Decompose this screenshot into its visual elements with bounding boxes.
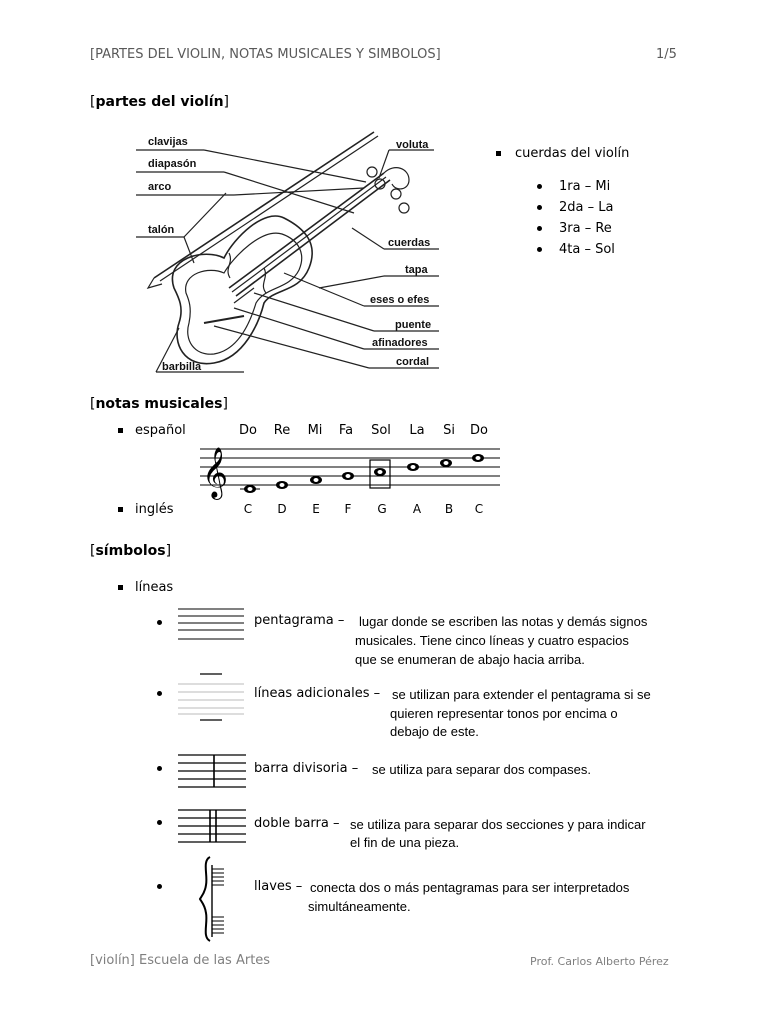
cuerda-3: 3ra – Re (559, 221, 612, 236)
llaves-term: llaves – (254, 879, 303, 894)
llaves-desc-line-2: simultáneamente. (308, 899, 411, 914)
label-afinadores: afinadores (372, 337, 428, 349)
note-letter: B (444, 502, 454, 516)
note-name: Do (239, 423, 257, 438)
pentagrama-icon (178, 606, 244, 642)
note-letter: E (312, 502, 320, 516)
section-heading-notas: [notas musicales] (90, 396, 228, 412)
note-name: Mi (307, 423, 323, 438)
note-letter: C (474, 502, 484, 516)
label-cuerdas: cuerdas (388, 237, 431, 249)
bullet-icon (157, 691, 162, 696)
note-name: La (409, 423, 425, 438)
square-bullet-icon (118, 507, 123, 512)
doble-barra-desc-line-1: se utiliza para separar dos secciones y para indicar (350, 817, 646, 832)
cuerdas-bullet (496, 146, 629, 161)
lineas-adicionales-desc-line-2: quieren representar tonos por encima o (390, 706, 618, 721)
bullet-icon (157, 620, 162, 625)
square-bullet-icon (118, 585, 123, 590)
lineas-adicionales-desc-line-1: se utilizan para extender el pentagrama si se (392, 687, 651, 702)
list-item (537, 239, 615, 260)
bullet-icon (537, 226, 542, 231)
lineas-bullet (118, 580, 173, 595)
square-bullet-icon (496, 151, 501, 156)
label-barbilla: barbilla (162, 361, 202, 373)
note-letter: D (277, 502, 287, 516)
doble-barra-icon (178, 808, 246, 846)
barra-divisoria-desc: se utiliza para separar dos compases. (372, 762, 591, 777)
label-diapason: diapasón (148, 158, 197, 170)
note-name: Fa (338, 423, 354, 438)
lineas-adicionales-icon (178, 668, 244, 724)
label-voluta: voluta (396, 139, 429, 151)
ingles-bullet (118, 502, 174, 517)
note-name: Do (470, 423, 488, 438)
llaves-icon (198, 855, 228, 943)
section-heading-partes: [partes del violín] (90, 94, 230, 110)
footer-school: Escuela de las Artes (139, 953, 271, 968)
footer-bracket: [violín] (90, 953, 135, 968)
espanol-bullet (118, 423, 186, 438)
cuerda-4: 4ta – Sol (559, 242, 615, 257)
cuerda-1: 1ra – Mi (559, 179, 611, 194)
note-letter: C (243, 502, 253, 516)
running-header: [PARTES DEL VIOLIN, NOTAS MUSICALES Y SIMBOLOS] (90, 47, 441, 62)
barra-divisoria-icon (178, 753, 246, 791)
espanol-label: español (135, 423, 186, 438)
lineas-label: líneas (135, 580, 174, 595)
pentagrama-desc-line-1: lugar donde se escriben las notas y demás signos (359, 614, 648, 629)
bullet-icon (157, 884, 162, 889)
pentagrama-desc-line-3: que se enumeran de abajo hacia arriba. (355, 652, 585, 667)
cuerdas-list (537, 176, 615, 260)
label-puente: puente (395, 319, 432, 331)
list-item (537, 176, 615, 197)
section-title: símbolos (95, 543, 166, 559)
label-talon: talón (148, 224, 175, 236)
label-clavijas: clavijas (148, 136, 188, 148)
pentagrama-desc-line-2: musicales. Tiene cinco líneas y cuatro espacios (355, 633, 629, 648)
list-item (537, 218, 615, 239)
list-item (537, 197, 615, 218)
treble-clef-icon: 𝄞 (202, 447, 229, 498)
lineas-adicionales-term: líneas adicionales – (254, 686, 381, 701)
section-title: partes del violín (95, 94, 224, 110)
doble-barra-desc-line-2: el fin de una pieza. (350, 835, 460, 850)
violin-diagram (134, 128, 446, 378)
bullet-icon (537, 247, 542, 252)
note-name: Re (273, 423, 291, 438)
llaves-desc-line-1: conecta dos o más pentagramas para ser interpretados (310, 880, 630, 895)
note-name: Sol (371, 423, 391, 438)
square-bullet-icon (118, 428, 123, 433)
note-name: Si (443, 423, 455, 438)
english-note-names (228, 502, 508, 520)
barra-divisoria-term: barra divisoria – (254, 761, 359, 776)
notes-staff (198, 443, 502, 501)
lineas-adicionales-desc-line-3: debajo de este. (390, 724, 479, 739)
page-number: 1/5 (656, 47, 677, 62)
spanish-note-names (228, 423, 508, 441)
pentagrama-term: pentagrama – (254, 613, 345, 628)
bullet-icon (537, 184, 542, 189)
label-eses: eses o efes (370, 294, 430, 306)
cuerda-2: 2da – La (559, 200, 614, 215)
label-tapa: tapa (405, 264, 428, 276)
bullet-icon (157, 820, 162, 825)
note-letter: G (377, 502, 387, 516)
note-letter: A (412, 502, 422, 516)
section-heading-simbolos: [símbolos] (90, 543, 172, 559)
note-letter: F (344, 502, 352, 516)
label-arco: arco (148, 181, 172, 193)
label-cordal: cordal (396, 356, 430, 368)
cuerdas-title: cuerdas del violín (515, 146, 630, 161)
footer-left (90, 953, 270, 968)
bullet-icon (537, 205, 542, 210)
footer-author: Prof. Carlos Alberto Pérez (530, 955, 669, 968)
ingles-label: inglés (135, 502, 174, 517)
bullet-icon (157, 766, 162, 771)
doble-barra-term: doble barra – (254, 816, 340, 831)
section-title: notas musicales (95, 396, 223, 412)
